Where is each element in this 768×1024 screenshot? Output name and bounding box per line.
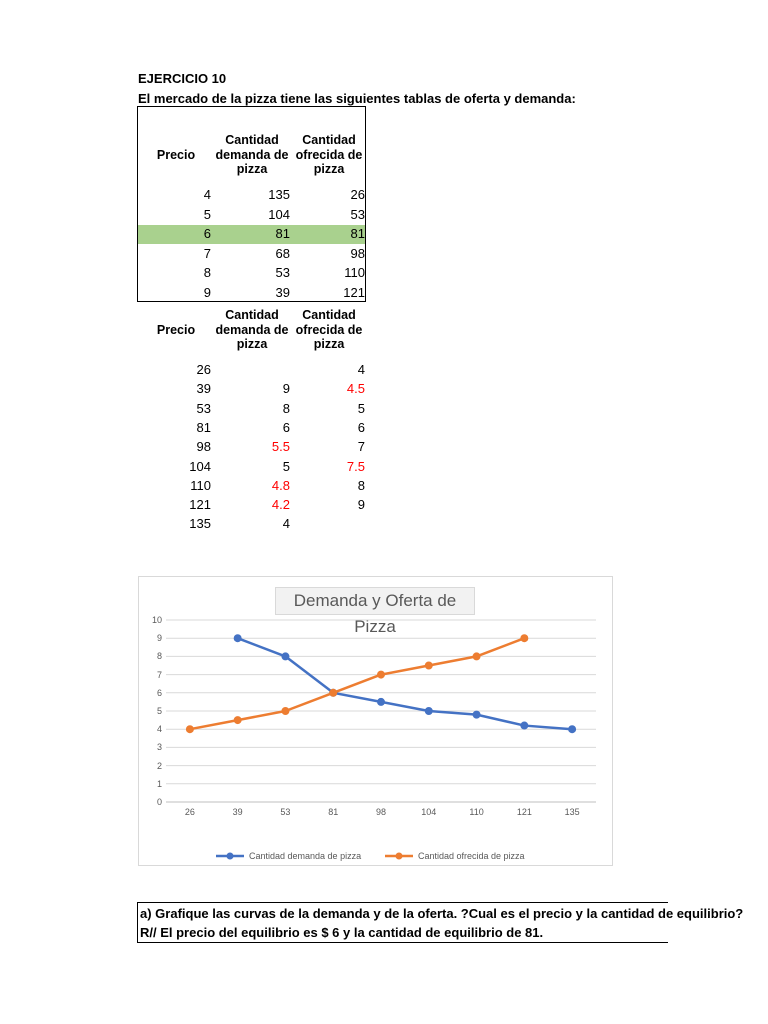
table2-header-precio: Precio xyxy=(156,323,196,337)
table1-cell-precio: 9 xyxy=(203,284,211,300)
x-tick-label: 110 xyxy=(469,807,484,817)
exercise-heading: EJERCICIO 10 xyxy=(138,71,227,86)
table1-cell-oferta: 98 xyxy=(350,245,365,261)
table1-header-precio: Precio xyxy=(156,148,196,162)
x-tick-label: 26 xyxy=(184,807,195,817)
series-marker-1 xyxy=(186,726,193,733)
table1-cell-precio: 7 xyxy=(203,245,211,261)
table2-cell-precio: 26 xyxy=(196,362,211,377)
y-tick-label: 2 xyxy=(156,760,162,771)
table2-cell-precio: 53 xyxy=(196,400,211,416)
table2-cell-precio: 98 xyxy=(196,439,211,455)
answer-text: R// El precio del equilibrio es $ 6 y la cantidad de equilibrio de 81. xyxy=(140,925,544,940)
x-tick-label: 81 xyxy=(328,807,339,817)
table1-cell-demanda: 39 xyxy=(275,284,290,300)
table2-cell-demanda: 5.5 xyxy=(271,439,290,455)
y-tick-label: 7 xyxy=(156,669,162,680)
table2-cell-precio: 39 xyxy=(196,381,211,397)
table2-cell-demanda: 4 xyxy=(282,516,290,532)
table2-cell-demanda: 9 xyxy=(282,381,290,397)
table2-cell-oferta: 7 xyxy=(357,439,365,455)
x-tick-label: 135 xyxy=(564,807,580,817)
series-marker-1 xyxy=(378,671,385,678)
y-tick-label: 1 xyxy=(156,778,162,789)
table2-header-oferta: Cantidad ofrecida de pizza xyxy=(295,308,363,351)
table2-header-demanda: Cantidad demanda de pizza xyxy=(215,308,289,351)
series-marker-0 xyxy=(473,711,480,718)
table1-cell-oferta: 81 xyxy=(350,226,365,241)
y-tick-label: 10 xyxy=(151,615,162,625)
table1-cell-precio: 8 xyxy=(203,265,211,280)
table1-cell-precio: 4 xyxy=(203,187,211,202)
series-marker-0 xyxy=(282,653,289,660)
series-marker-1 xyxy=(282,708,289,715)
legend-entry-label: Cantidad ofrecida de pizza xyxy=(418,851,525,861)
x-tick-label: 39 xyxy=(232,807,243,817)
x-tick-label: 98 xyxy=(375,807,386,817)
series-marker-1 xyxy=(330,689,337,696)
table2-cell-demanda: 4.8 xyxy=(271,477,290,493)
x-tick-label: 121 xyxy=(516,807,532,817)
table1-cell-precio: 5 xyxy=(203,206,211,222)
legend-swatch-marker xyxy=(227,853,234,860)
y-tick-label: 3 xyxy=(156,742,162,753)
table1-header-demanda: Cantidad demanda de pizza xyxy=(215,133,289,176)
table1-cell-demanda: 68 xyxy=(275,245,290,261)
table1-cell-demanda: 104 xyxy=(268,206,290,222)
table2-cell-precio: 110 xyxy=(190,477,211,493)
y-tick-label: 0 xyxy=(156,797,162,807)
table1-cell-oferta: 110 xyxy=(344,265,365,280)
table2-cell-precio: 135 xyxy=(189,516,211,532)
y-tick-label: 9 xyxy=(156,633,162,644)
y-tick-label: 5 xyxy=(156,706,162,716)
legend-swatch-marker xyxy=(396,853,403,860)
table2-cell-oferta: 4.5 xyxy=(346,381,365,397)
series-marker-0 xyxy=(378,698,385,705)
series-line-0 xyxy=(238,638,572,729)
legend-entry-label: Cantidad demanda de pizza xyxy=(249,851,362,861)
exercise-intro: El mercado de la pizza tiene las siguientes tablas de oferta y demanda: xyxy=(138,91,576,106)
table2-cell-precio: 104 xyxy=(189,458,211,474)
question-text: a) Grafique las curvas de la demanda y de la oferta. ?Cual es el precio y la cantidad de equilibrio? xyxy=(140,906,744,921)
table2-cell-oferta: 7.5 xyxy=(346,458,365,474)
series-marker-1 xyxy=(234,717,241,724)
y-tick-label: 6 xyxy=(156,687,162,698)
table2-cell-precio: 81 xyxy=(196,419,211,435)
table2-cell-oferta: 9 xyxy=(357,497,365,513)
table2-cell-oferta: 8 xyxy=(357,477,365,493)
table1-cell-oferta: 121 xyxy=(343,284,365,300)
y-tick-label: 8 xyxy=(156,651,162,662)
question-box xyxy=(137,902,744,943)
table1-cell-demanda: 135 xyxy=(268,187,290,202)
table2-cell-oferta: 6 xyxy=(357,419,365,435)
chart-title: Demanda y Oferta de Pizza xyxy=(275,587,475,615)
series-marker-0 xyxy=(234,635,241,642)
series-marker-1 xyxy=(473,653,480,660)
table2-cell-oferta: 5 xyxy=(357,400,365,416)
table2-cell-demanda: 8 xyxy=(282,400,290,416)
table1-cell-oferta: 26 xyxy=(350,187,365,202)
table1-header-oferta: Cantidad ofrecida de pizza xyxy=(295,133,363,176)
series-marker-0 xyxy=(569,726,576,733)
series-marker-0 xyxy=(425,708,432,715)
table1-cell-oferta: 53 xyxy=(350,206,365,222)
table2-cell-precio: 121 xyxy=(189,497,211,513)
y-tick-label: 4 xyxy=(156,724,162,735)
table2-cell-demanda: 5 xyxy=(282,458,290,474)
x-tick-label: 53 xyxy=(280,807,291,817)
x-tick-label: 104 xyxy=(421,807,437,817)
table1-cell-precio: 6 xyxy=(203,226,211,241)
table2-cell-demanda: 6 xyxy=(282,419,290,435)
table2-cell-demanda: 4.2 xyxy=(271,497,290,513)
series-marker-1 xyxy=(425,662,432,669)
series-marker-0 xyxy=(521,722,528,729)
table1-cell-demanda: 81 xyxy=(275,226,290,241)
table2-cell-oferta: 4 xyxy=(357,362,365,377)
table1-cell-demanda: 53 xyxy=(275,265,290,280)
series-marker-1 xyxy=(521,635,528,642)
